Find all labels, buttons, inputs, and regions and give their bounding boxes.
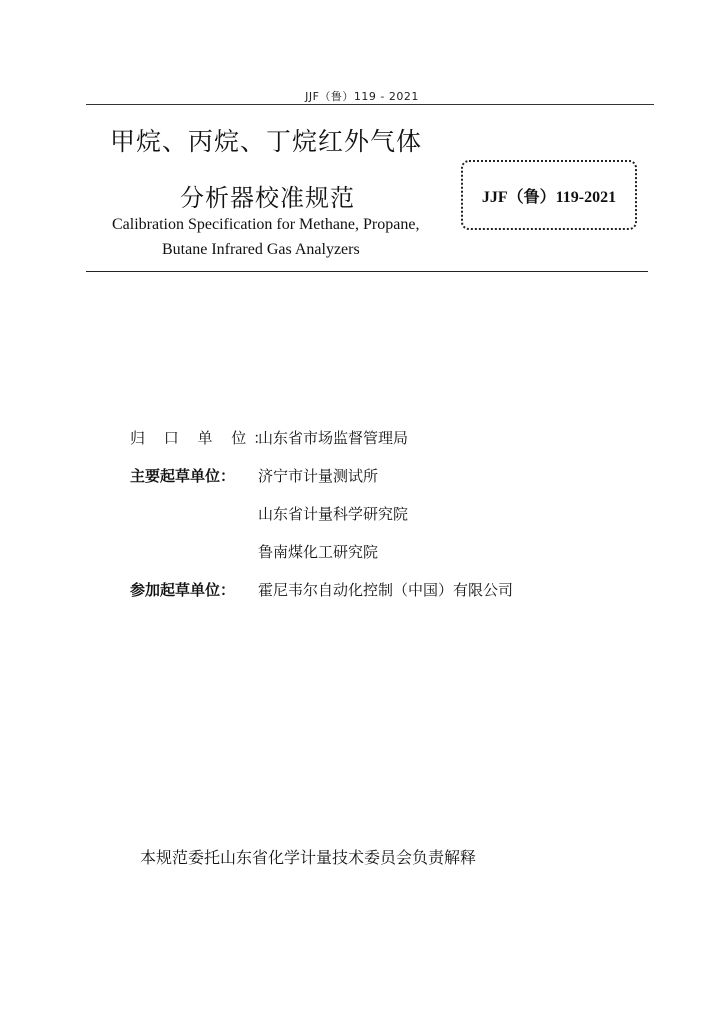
main-drafting-unit-value: 山东省计量科学研究院: [258, 505, 409, 523]
interpretation-note: 本规范委托山东省化学计量技术委员会负责解释: [140, 848, 477, 867]
title-divider: [86, 271, 648, 272]
title-english-line1: Calibration Specification for Methane, Propane,: [112, 216, 420, 233]
title-chinese-line1: 甲烷、丙烷、丁烷红外气体: [110, 127, 423, 156]
participating-unit-value: 霍尼韦尔自动化控制（中国）有限公司: [258, 581, 514, 599]
main-drafting-unit-value: 鲁南煤化工研究院: [258, 543, 379, 561]
responsible-unit-label: 归 口 单 位：: [130, 429, 276, 447]
title-chinese-line2: 分析器校准规范: [180, 184, 355, 212]
specification-code-box: [461, 160, 637, 230]
header-divider: [86, 104, 654, 105]
running-header-code: JJF（鲁）119 - 2021: [305, 90, 419, 103]
main-drafting-unit-value: 济宁市计量测试所: [258, 467, 379, 485]
main-drafting-unit-label: 主要起草单位：: [130, 467, 236, 485]
title-english-line2: Butane Infrared Gas Analyzers: [162, 241, 360, 258]
responsible-unit-value: 山东省市场监督管理局: [258, 429, 409, 447]
participating-unit-label: 参加起草单位：: [130, 581, 236, 599]
specification-code: JJF（鲁）119-2021: [481, 188, 617, 206]
